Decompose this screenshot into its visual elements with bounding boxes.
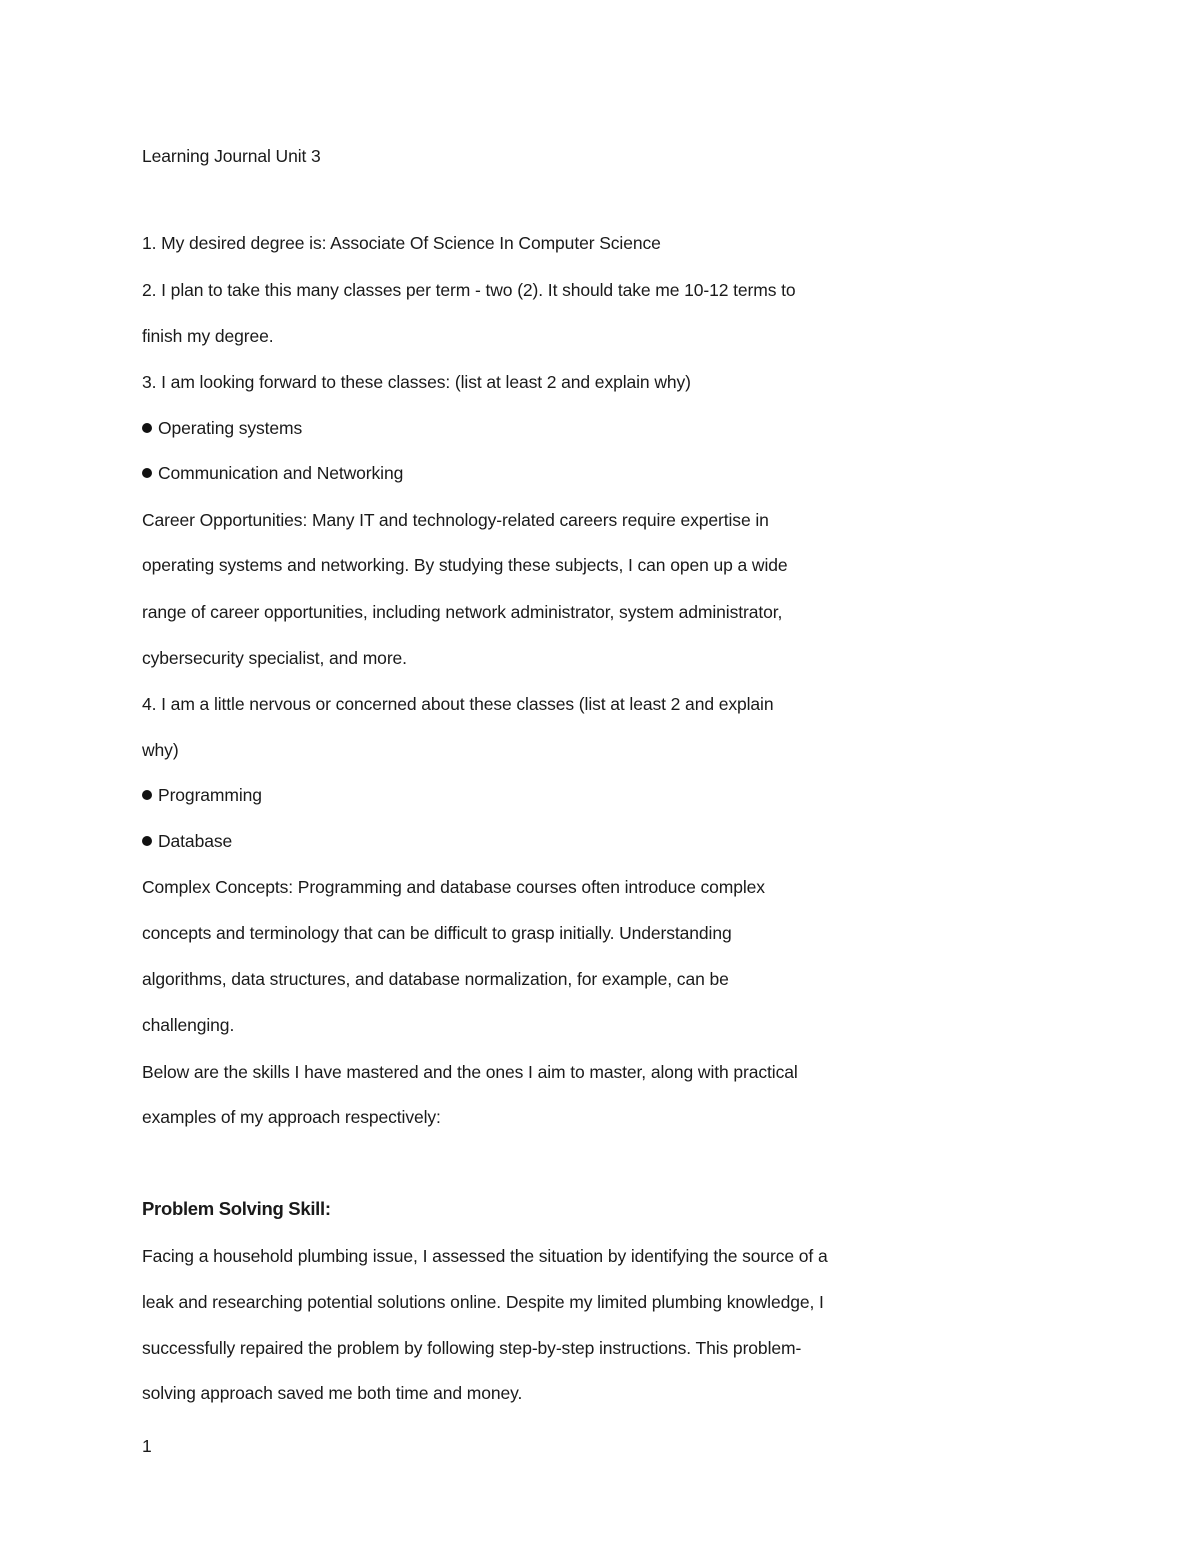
bullet-icon — [142, 836, 152, 846]
complex-paragraph-line: concepts and terminology that can be difficult to grasp initially. Understanding — [142, 923, 732, 943]
question-2-line-1: 2. I plan to take this many classes per term - two (2). It should take me 10-12 terms to — [142, 280, 796, 300]
problem-paragraph-line: successfully repaired the problem by following step-by-step instructions. This problem- — [142, 1338, 802, 1358]
question-4-line-2: why) — [142, 740, 179, 760]
page-number: 1 — [142, 1436, 152, 1456]
question-1: 1. My desired degree is: Associate Of Science In Computer Science — [142, 233, 661, 253]
bullet-item — [142, 830, 232, 852]
problem-paragraph-line: leak and researching potential solutions online. Despite my limited plumbing knowledge, I — [142, 1292, 824, 1312]
bullet-icon — [142, 790, 152, 800]
bullet-text: Operating systems — [158, 418, 303, 438]
complex-paragraph-line: Complex Concepts: Programming and database courses often introduce complex — [142, 877, 765, 897]
bullet-text: Communication and Networking — [158, 463, 404, 483]
career-paragraph-line: operating systems and networking. By studying these subjects, I can open up a wide — [142, 555, 788, 575]
bullet-item — [142, 417, 302, 439]
career-paragraph-line: Career Opportunities: Many IT and technology-related careers require expertise in — [142, 510, 769, 530]
complex-paragraph-line: challenging. — [142, 1015, 235, 1035]
problem-solving-heading: Problem Solving Skill: — [142, 1198, 331, 1219]
bullet-icon — [142, 468, 152, 478]
bullet-item — [142, 462, 403, 484]
question-2-line-2: finish my degree. — [142, 326, 274, 346]
bullet-icon — [142, 423, 152, 433]
bullet-item — [142, 784, 262, 806]
career-paragraph-line: range of career opportunities, including network administrator, system administrator, — [142, 602, 783, 622]
bullet-text: Database — [158, 831, 233, 851]
bullet-text: Programming — [158, 785, 262, 805]
problem-paragraph-line: Facing a household plumbing issue, I assessed the situation by identifying the source of a — [142, 1246, 828, 1266]
career-paragraph-line: cybersecurity specialist, and more. — [142, 648, 407, 668]
document-title: Learning Journal Unit 3 — [142, 146, 321, 166]
question-4-line-1: 4. I am a little nervous or concerned about these classes (list at least 2 and explain — [142, 694, 774, 714]
complex-paragraph-line: algorithms, data structures, and database normalization, for example, can be — [142, 969, 729, 989]
question-3: 3. I am looking forward to these classes: (list at least 2 and explain why) — [142, 372, 691, 392]
problem-paragraph-line: solving approach saved me both time and money. — [142, 1383, 523, 1403]
skills-intro-line: examples of my approach respectively: — [142, 1107, 441, 1127]
skills-intro-line: Below are the skills I have mastered and the ones I aim to master, along with practical — [142, 1062, 798, 1082]
